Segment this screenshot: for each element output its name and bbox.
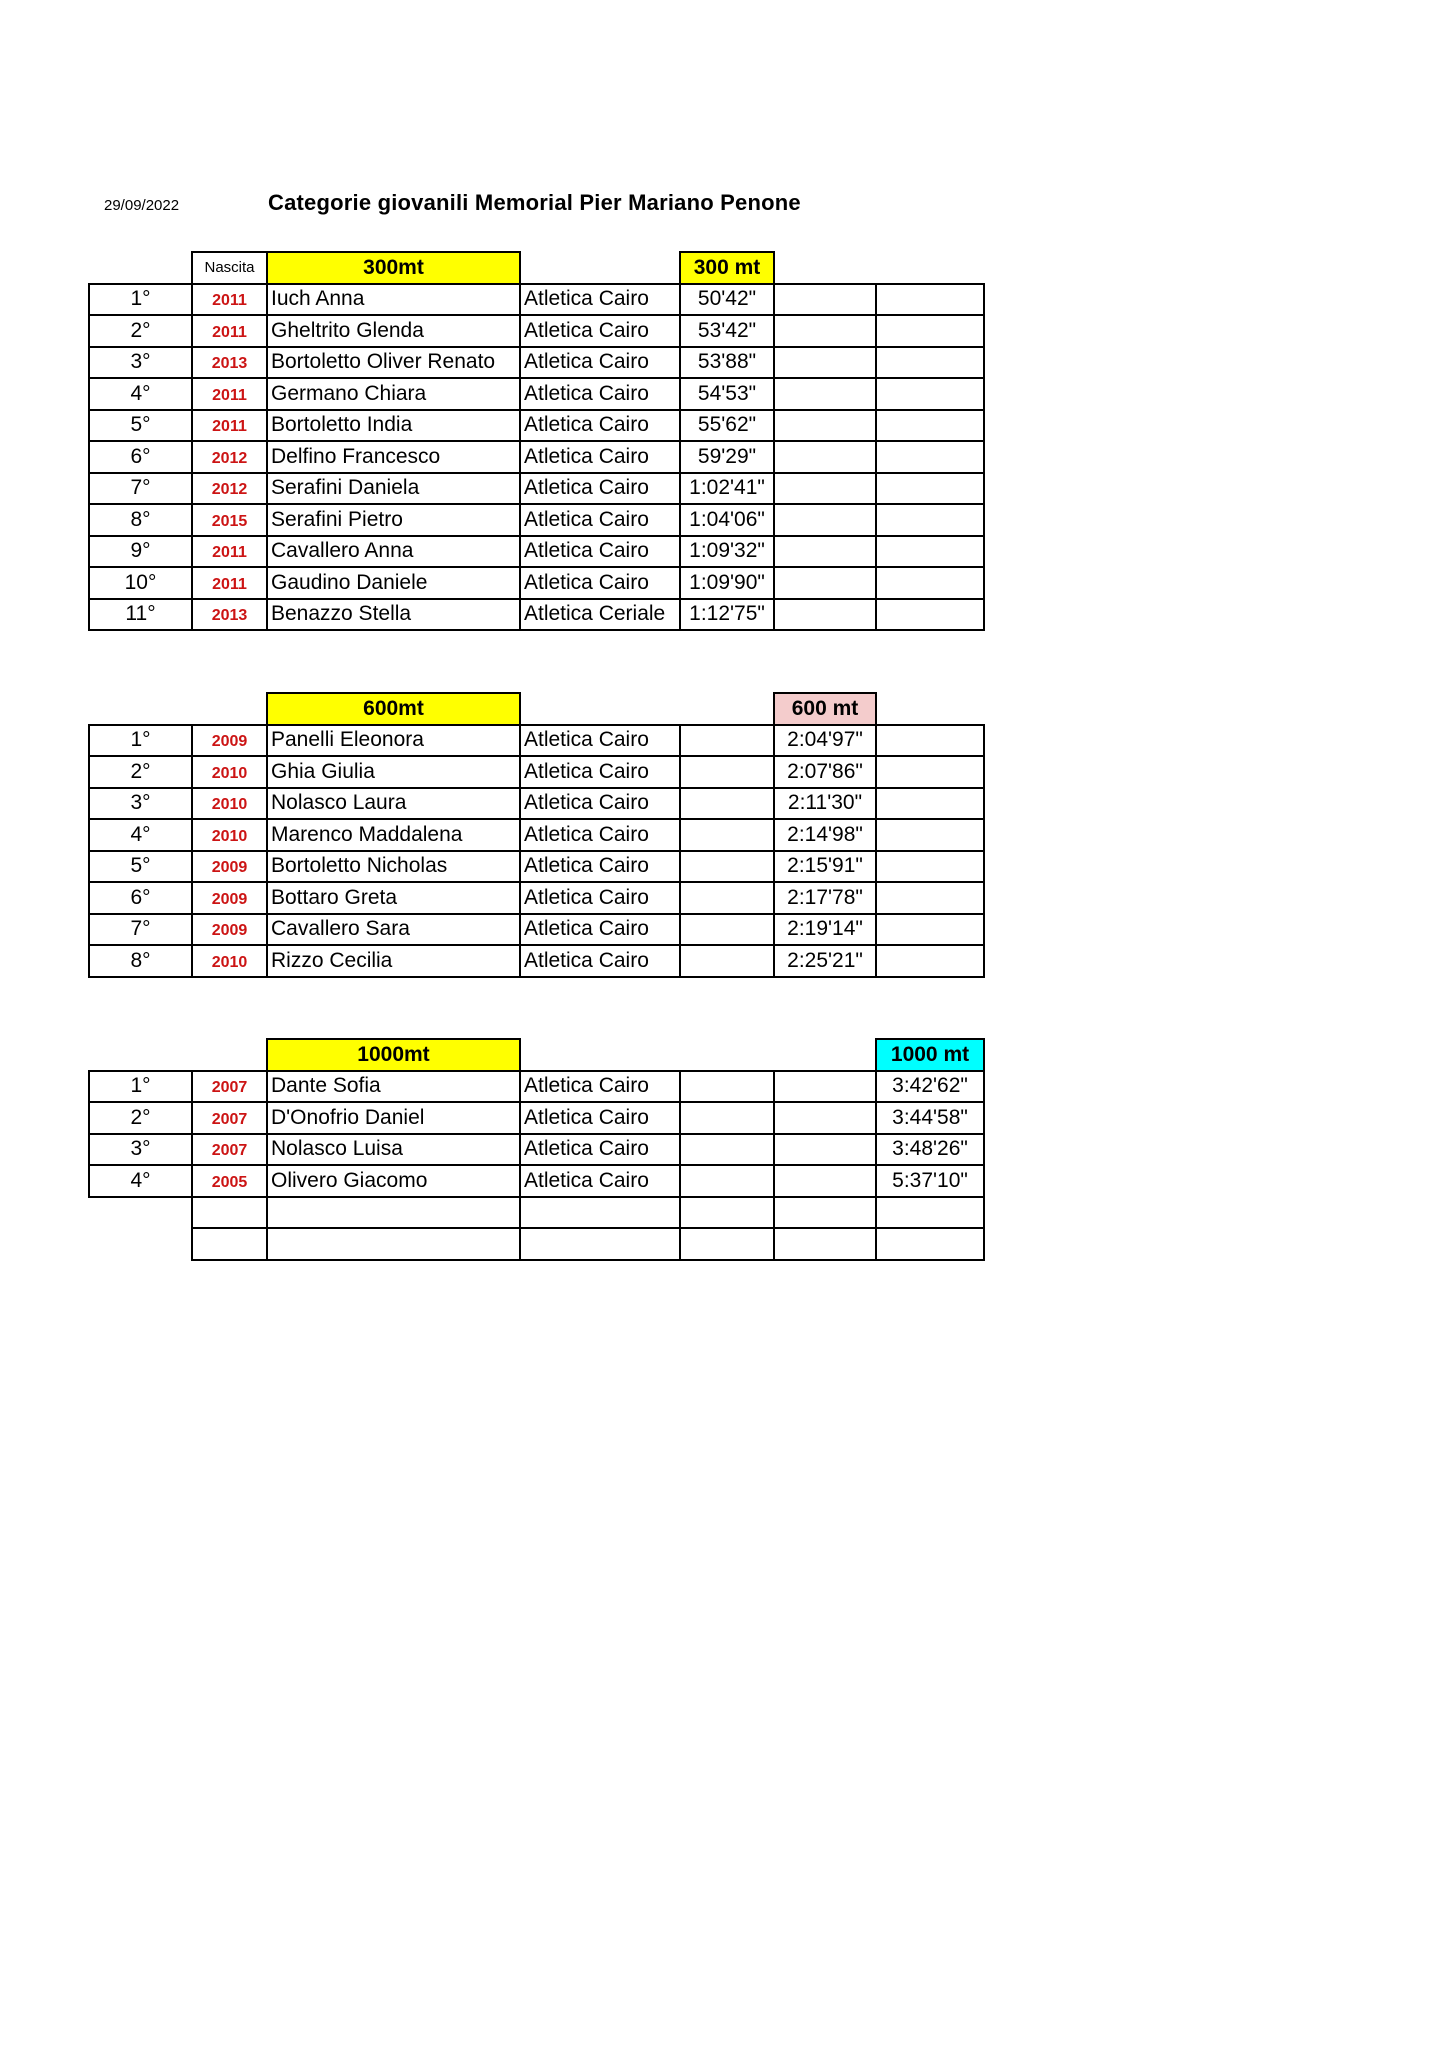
time-cell: 2:11'30": [773, 787, 877, 821]
time-cell: 2:17'78": [773, 881, 877, 915]
position-cell: 5°: [88, 409, 193, 443]
empty-cell: [773, 535, 877, 569]
empty-cell: [679, 913, 775, 947]
position-cell: 1°: [88, 724, 193, 758]
club-cell: Atletica Cairo: [519, 409, 681, 443]
empty-cell: [679, 724, 775, 758]
empty-cell: [875, 755, 985, 789]
athlete-name-cell: Cavallero Anna: [266, 535, 521, 569]
empty-cell: [679, 1070, 775, 1104]
empty-cell: [773, 472, 877, 506]
birth-year-cell: 2011: [191, 314, 268, 348]
empty-cell: [773, 409, 877, 443]
club-cell: Atletica Cairo: [519, 755, 681, 789]
position-cell: 6°: [88, 440, 193, 474]
athlete-name-cell: Cavallero Sara: [266, 913, 521, 947]
birth-year-cell: 2011: [191, 409, 268, 443]
club-cell: Atletica Cairo: [519, 850, 681, 884]
athlete-name-cell: Benazzo Stella: [266, 598, 521, 632]
document-title: Categorie giovanili Memorial Pier Mariano Penone: [268, 190, 801, 215]
club-cell: Atletica Cairo: [519, 346, 681, 380]
athlete-name-cell: Nolasco Luisa: [266, 1133, 521, 1167]
club-cell: Atletica Cairo: [519, 472, 681, 506]
empty-cell: [875, 724, 985, 758]
time-cell: 1:04'06": [679, 503, 775, 537]
empty-cell: [875, 598, 985, 632]
club-cell: Atletica Cairo: [519, 881, 681, 915]
club-cell: Atletica Cairo: [519, 1164, 681, 1198]
position-cell: 6°: [88, 881, 193, 915]
empty-cell: [266, 1227, 521, 1261]
athlete-name-cell: Bottaro Greta: [266, 881, 521, 915]
empty-cell: [773, 283, 877, 317]
birth-year-cell: 2007: [191, 1101, 268, 1135]
athlete-name-cell: Olivero Giacomo: [266, 1164, 521, 1198]
position-cell: 2°: [88, 314, 193, 348]
athlete-name-cell: Serafini Daniela: [266, 472, 521, 506]
empty-cell: [679, 1101, 775, 1135]
empty-cell: [875, 850, 985, 884]
document-date: 29/09/2022: [104, 197, 180, 214]
empty-cell: [773, 346, 877, 380]
athlete-name-cell: Nolasco Laura: [266, 787, 521, 821]
position-cell: 2°: [88, 1101, 193, 1135]
empty-cell: [679, 1196, 775, 1230]
empty-cell: [875, 1196, 985, 1230]
club-cell: Atletica Cairo: [519, 818, 681, 852]
empty-cell: [773, 566, 877, 600]
birth-year-cell: 2009: [191, 881, 268, 915]
position-cell: 4°: [88, 1164, 193, 1198]
birth-year-cell: 2009: [191, 724, 268, 758]
time-cell: 2:25'21": [773, 944, 877, 978]
position-cell: 9°: [88, 535, 193, 569]
empty-cell: [875, 818, 985, 852]
birth-year-cell: 2011: [191, 566, 268, 600]
empty-cell: [875, 535, 985, 569]
position-cell: 2°: [88, 755, 193, 789]
empty-cell: [679, 881, 775, 915]
empty-cell: [679, 1227, 775, 1261]
empty-cell: [679, 1133, 775, 1167]
birth-year-cell: 2012: [191, 472, 268, 506]
position-cell: 3°: [88, 787, 193, 821]
empty-cell: [773, 1101, 877, 1135]
empty-cell: [875, 1227, 985, 1261]
time-cell: 55'62": [679, 409, 775, 443]
position-cell: 7°: [88, 913, 193, 947]
empty-cell: [875, 283, 985, 317]
athlete-name-cell: Bortoletto Oliver Renato: [266, 346, 521, 380]
club-cell: Atletica Cairo: [519, 440, 681, 474]
empty-cell: [773, 598, 877, 632]
time-cell: 3:48'26": [875, 1133, 985, 1167]
athlete-name-cell: Germano Chiara: [266, 377, 521, 411]
event-name-header: 600mt: [266, 692, 521, 726]
empty-cell: [773, 314, 877, 348]
athlete-name-cell: Gheltrito Glenda: [266, 314, 521, 348]
time-cell: 50'42": [679, 283, 775, 317]
club-cell: Atletica Cairo: [519, 314, 681, 348]
empty-cell: [773, 1196, 877, 1230]
position-cell: 8°: [88, 503, 193, 537]
time-cell: 2:07'86": [773, 755, 877, 789]
empty-cell: [679, 944, 775, 978]
athlete-name-cell: Dante Sofia: [266, 1070, 521, 1104]
empty-cell: [875, 787, 985, 821]
empty-cell: [773, 1070, 877, 1104]
empty-cell: [679, 818, 775, 852]
birth-year-cell: 2009: [191, 850, 268, 884]
empty-cell: [773, 1133, 877, 1167]
time-cell: 1:02'41": [679, 472, 775, 506]
position-cell: 3°: [88, 346, 193, 380]
athlete-name-cell: Serafini Pietro: [266, 503, 521, 537]
position-cell: 7°: [88, 472, 193, 506]
event-time-header: 600 mt: [773, 692, 877, 726]
empty-cell: [679, 787, 775, 821]
empty-cell: [773, 1164, 877, 1198]
time-cell: 2:19'14": [773, 913, 877, 947]
birth-year-cell: 2013: [191, 598, 268, 632]
birth-year-cell: 2007: [191, 1133, 268, 1167]
empty-cell: [679, 1164, 775, 1198]
time-cell: 2:14'98": [773, 818, 877, 852]
athlete-name-cell: Bortoletto Nicholas: [266, 850, 521, 884]
empty-cell: [191, 1227, 268, 1261]
club-cell: Atletica Cairo: [519, 566, 681, 600]
athlete-name-cell: Panelli Eleonora: [266, 724, 521, 758]
club-cell: Atletica Cairo: [519, 913, 681, 947]
birth-year-cell: 2010: [191, 944, 268, 978]
birth-year-cell: 2010: [191, 818, 268, 852]
birth-year-cell: 2005: [191, 1164, 268, 1198]
empty-cell: [875, 913, 985, 947]
empty-cell: [773, 503, 877, 537]
empty-cell: [773, 1227, 877, 1261]
position-cell: 4°: [88, 818, 193, 852]
empty-cell: [875, 377, 985, 411]
birth-year-cell: 2011: [191, 535, 268, 569]
club-cell: Atletica Cairo: [519, 1101, 681, 1135]
time-cell: 1:09'32": [679, 535, 775, 569]
birth-year-header: Nascita: [191, 251, 268, 285]
empty-cell: [773, 440, 877, 474]
club-cell: Atletica Cairo: [519, 503, 681, 537]
time-cell: 2:04'97": [773, 724, 877, 758]
birth-year-cell: 2011: [191, 283, 268, 317]
athlete-name-cell: Marenco Maddalena: [266, 818, 521, 852]
position-cell: 4°: [88, 377, 193, 411]
birth-year-cell: 2012: [191, 440, 268, 474]
athlete-name-cell: Bortoletto India: [266, 409, 521, 443]
time-cell: 2:15'91": [773, 850, 877, 884]
empty-cell: [191, 1196, 268, 1230]
club-cell: Atletica Cairo: [519, 944, 681, 978]
birth-year-cell: 2010: [191, 787, 268, 821]
athlete-name-cell: Iuch Anna: [266, 283, 521, 317]
empty-cell: [875, 440, 985, 474]
athlete-name-cell: Ghia Giulia: [266, 755, 521, 789]
time-cell: 5:37'10": [875, 1164, 985, 1198]
empty-cell: [875, 346, 985, 380]
time-cell: 54'53": [679, 377, 775, 411]
position-cell: 1°: [88, 1070, 193, 1104]
birth-year-cell: 2015: [191, 503, 268, 537]
empty-cell: [266, 1196, 521, 1230]
empty-cell: [875, 503, 985, 537]
position-cell: 1°: [88, 283, 193, 317]
position-cell: 3°: [88, 1133, 193, 1167]
club-cell: Atletica Cairo: [519, 283, 681, 317]
empty-cell: [875, 472, 985, 506]
empty-cell: [679, 755, 775, 789]
birth-year-cell: 2011: [191, 377, 268, 411]
time-cell: 1:12'75": [679, 598, 775, 632]
club-cell: Atletica Cairo: [519, 1133, 681, 1167]
event-time-header: 300 mt: [679, 251, 775, 285]
club-cell: Atletica Cairo: [519, 1070, 681, 1104]
empty-cell: [875, 944, 985, 978]
time-cell: 3:42'62": [875, 1070, 985, 1104]
position-cell: 8°: [88, 944, 193, 978]
position-cell: 5°: [88, 850, 193, 884]
club-cell: Atletica Cairo: [519, 377, 681, 411]
club-cell: Atletica Cairo: [519, 535, 681, 569]
birth-year-cell: 2009: [191, 913, 268, 947]
athlete-name-cell: Gaudino Daniele: [266, 566, 521, 600]
birth-year-cell: 2013: [191, 346, 268, 380]
empty-cell: [519, 1227, 681, 1261]
athlete-name-cell: Delfino Francesco: [266, 440, 521, 474]
event-name-header: 1000mt: [266, 1038, 521, 1072]
position-cell: 10°: [88, 566, 193, 600]
position-cell: 11°: [88, 598, 193, 632]
club-cell: Atletica Cairo: [519, 724, 681, 758]
time-cell: 3:44'58": [875, 1101, 985, 1135]
empty-cell: [875, 314, 985, 348]
empty-cell: [679, 850, 775, 884]
time-cell: 59'29": [679, 440, 775, 474]
empty-cell: [875, 566, 985, 600]
empty-cell: [773, 377, 877, 411]
birth-year-cell: 2007: [191, 1070, 268, 1104]
empty-cell: [875, 409, 985, 443]
athlete-name-cell: D'Onofrio Daniel: [266, 1101, 521, 1135]
time-cell: 53'42": [679, 314, 775, 348]
birth-year-cell: 2010: [191, 755, 268, 789]
empty-cell: [875, 881, 985, 915]
event-name-header: 300mt: [266, 251, 521, 285]
club-cell: Atletica Ceriale: [519, 598, 681, 632]
club-cell: Atletica Cairo: [519, 787, 681, 821]
event-time-header: 1000 mt: [875, 1038, 985, 1072]
time-cell: 53'88": [679, 346, 775, 380]
empty-cell: [519, 1196, 681, 1230]
time-cell: 1:09'90": [679, 566, 775, 600]
athlete-name-cell: Rizzo Cecilia: [266, 944, 521, 978]
